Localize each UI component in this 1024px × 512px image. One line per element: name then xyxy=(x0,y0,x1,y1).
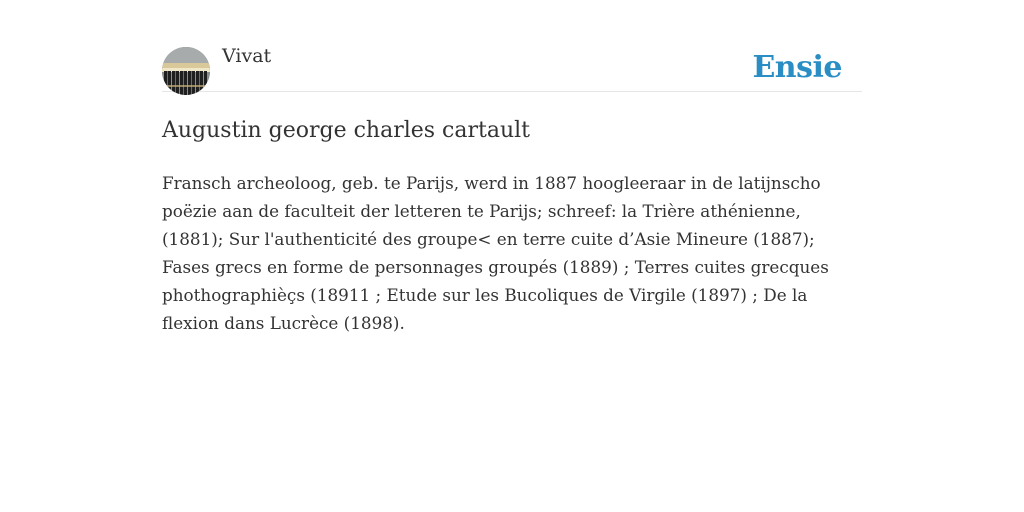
brand-logo[interactable]: Ensie xyxy=(752,50,842,85)
entry-title: Augustin george charles cartault xyxy=(162,118,531,143)
entry-header xyxy=(162,36,862,92)
entry-card xyxy=(162,36,862,337)
book-spines-avatar-icon[interactable] xyxy=(162,47,210,95)
entry-body: Fransch archeoloog, geb. te Parijs, werd in 1887 hoogleeraar in de latijnscho poëzie aan de faculteit der letteren te Parijs; schreef: la Trière athénienne, (1881); Sur l'authenticité des groupe< en terre cuite d’Asie Mineure (1887); Fases grecs en forme de personnages groupés (1889) ; Terres cuites grecques phothographièçs (18911 ; Etude sur les Bucoliques de Virgile (1897) ; De la flexion dans Lucrèce (1898). xyxy=(162,173,829,333)
source-link[interactable]: Vivat xyxy=(222,45,272,67)
